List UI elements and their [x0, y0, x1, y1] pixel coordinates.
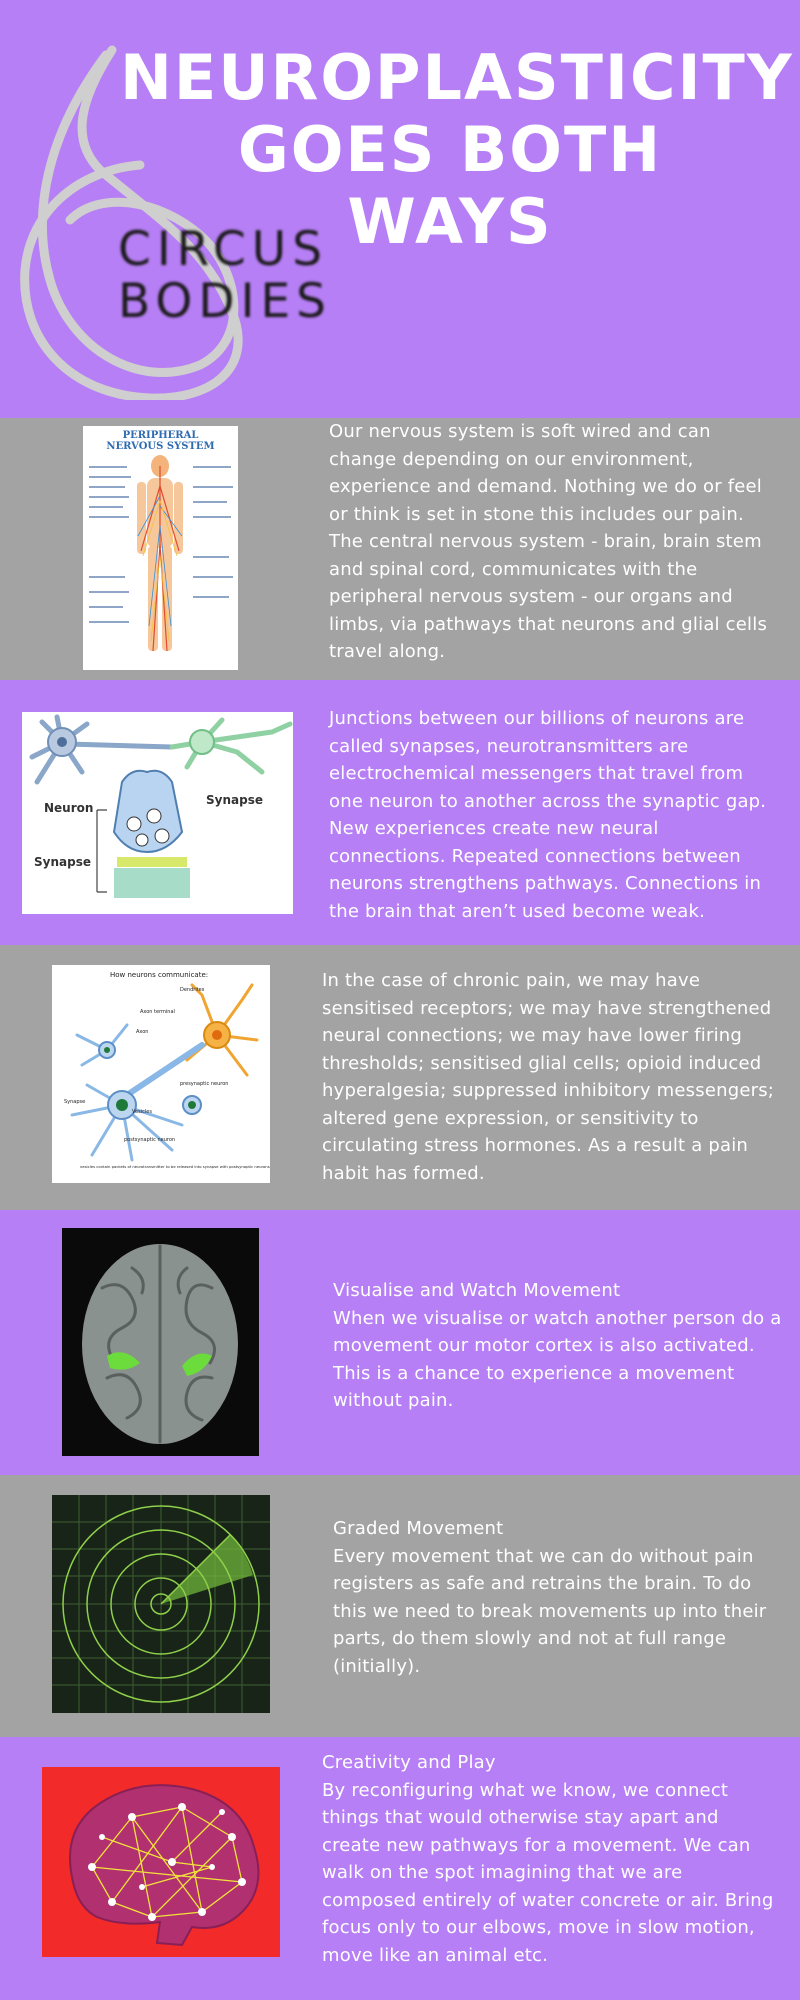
section-paragraph: Every movement that we can do without pain registers as safe and retrains the brain. To do this we need to break movements up into their parts, do them slowly and not at full range (initially).	[333, 1545, 767, 1677]
section-text	[333, 1515, 783, 1680]
header-section	[0, 0, 800, 418]
section-heading: Creativity and Play	[322, 1752, 496, 1773]
title-line: NEUROPLASTICITY	[120, 41, 794, 114]
section-paragraph: In the case of chronic pain, we may have sensitised receptors; we may have strengthened neural connections; we may have lower firing thresholds; sensitised glial cells; opioid induced hyperalgesia; suppressed inhibitory messengers; altered gene expression, or sensitivity to circulating stress hormones. As a result a pain habit has formed.	[322, 970, 775, 1184]
image-title-line: NERVOUS SYSTEM	[106, 441, 215, 452]
image-label: Axon	[136, 1029, 149, 1035]
logo-line: BODIES	[118, 274, 332, 329]
body-illustration	[83, 426, 238, 670]
image-label: Vesicles	[132, 1109, 152, 1115]
section-paragraph: Our nervous system is soft wired and can change depending on our environment, experience and demand. Nothing we do or feel or think is set in stone this includes our pain. The central nervous system - brain, brain stem and spinal cord, communicates with the peripheral nervous system - our organs and limbs, via pathways that neurons and glial cells travel along.	[329, 421, 768, 662]
section-paragraph: By reconfiguring what we know, we connect things that would otherwise stay apart and create new pathways for a movement. We can walk on the spot imagining that we are composed entirely of water concrete or air. Bring focus only to our elbows, move in slow motion, move like an animal etc.	[322, 1779, 774, 1966]
section-heading: Visualise and Watch Movement	[333, 1280, 621, 1301]
title-line: WAYS	[347, 185, 553, 258]
section-text	[322, 967, 782, 1187]
brain-network-image	[42, 1767, 280, 1957]
section-paragraph: Junctions between our billions of neurons are called synapses, neurotransmitters are electrochemical messengers that travel from one neuron to another across the synaptic gap. New experiences create new neural connections. Repeated connections between neurons strengthens pathways. Connections in the brain that aren’t used become weak.	[329, 708, 767, 922]
radar-illustration	[52, 1495, 270, 1713]
synapse-illustration	[22, 712, 293, 914]
section-text	[329, 418, 779, 666]
title-line: GOES BOTH	[237, 113, 663, 186]
image-label: Neuron	[44, 801, 94, 815]
image-label: presynaptic neuron	[180, 1081, 229, 1087]
neuron-communication-image	[52, 965, 270, 1183]
nervous-system-image	[83, 426, 238, 670]
image-caption: vesicles contain packets of neurotransmitter to be released into synapse with postsynaptic neurons	[80, 1164, 270, 1169]
brain-network-illustration	[42, 1767, 280, 1957]
image-label: Axon terminal	[140, 1009, 175, 1015]
synapse-image	[22, 712, 293, 914]
section-visualise	[0, 1210, 800, 1475]
brain-scan-image	[62, 1228, 259, 1456]
radar-image	[52, 1495, 270, 1713]
neuron-illustration	[52, 965, 270, 1183]
section-text	[329, 705, 779, 925]
section-text	[333, 1277, 783, 1415]
section-paragraph: When we visualise or watch another person do a movement our motor cortex is also activated. This is a chance to experience a movement without pain.	[333, 1307, 782, 1411]
image-title: How neurons communicate:	[110, 971, 209, 979]
image-label: Dendrites	[180, 987, 205, 993]
section-text	[322, 1749, 777, 1969]
page-title	[120, 41, 794, 258]
logo-line: CIRCUS	[118, 222, 329, 277]
section-synapses	[0, 680, 800, 945]
section-nervous-system	[0, 418, 800, 680]
section-heading: Graded Movement	[333, 1518, 504, 1539]
image-label: Synapse	[206, 793, 263, 807]
image-label: postsynaptic neuron	[124, 1137, 176, 1143]
section-graded-movement	[0, 1475, 800, 1737]
image-label: Synapse	[34, 855, 91, 869]
section-creativity	[0, 1737, 800, 2000]
brain-illustration	[62, 1228, 259, 1456]
section-chronic-pain	[0, 945, 800, 1210]
image-label: Synapse	[64, 1099, 86, 1105]
image-title-line: PERIPHERAL	[122, 430, 199, 441]
